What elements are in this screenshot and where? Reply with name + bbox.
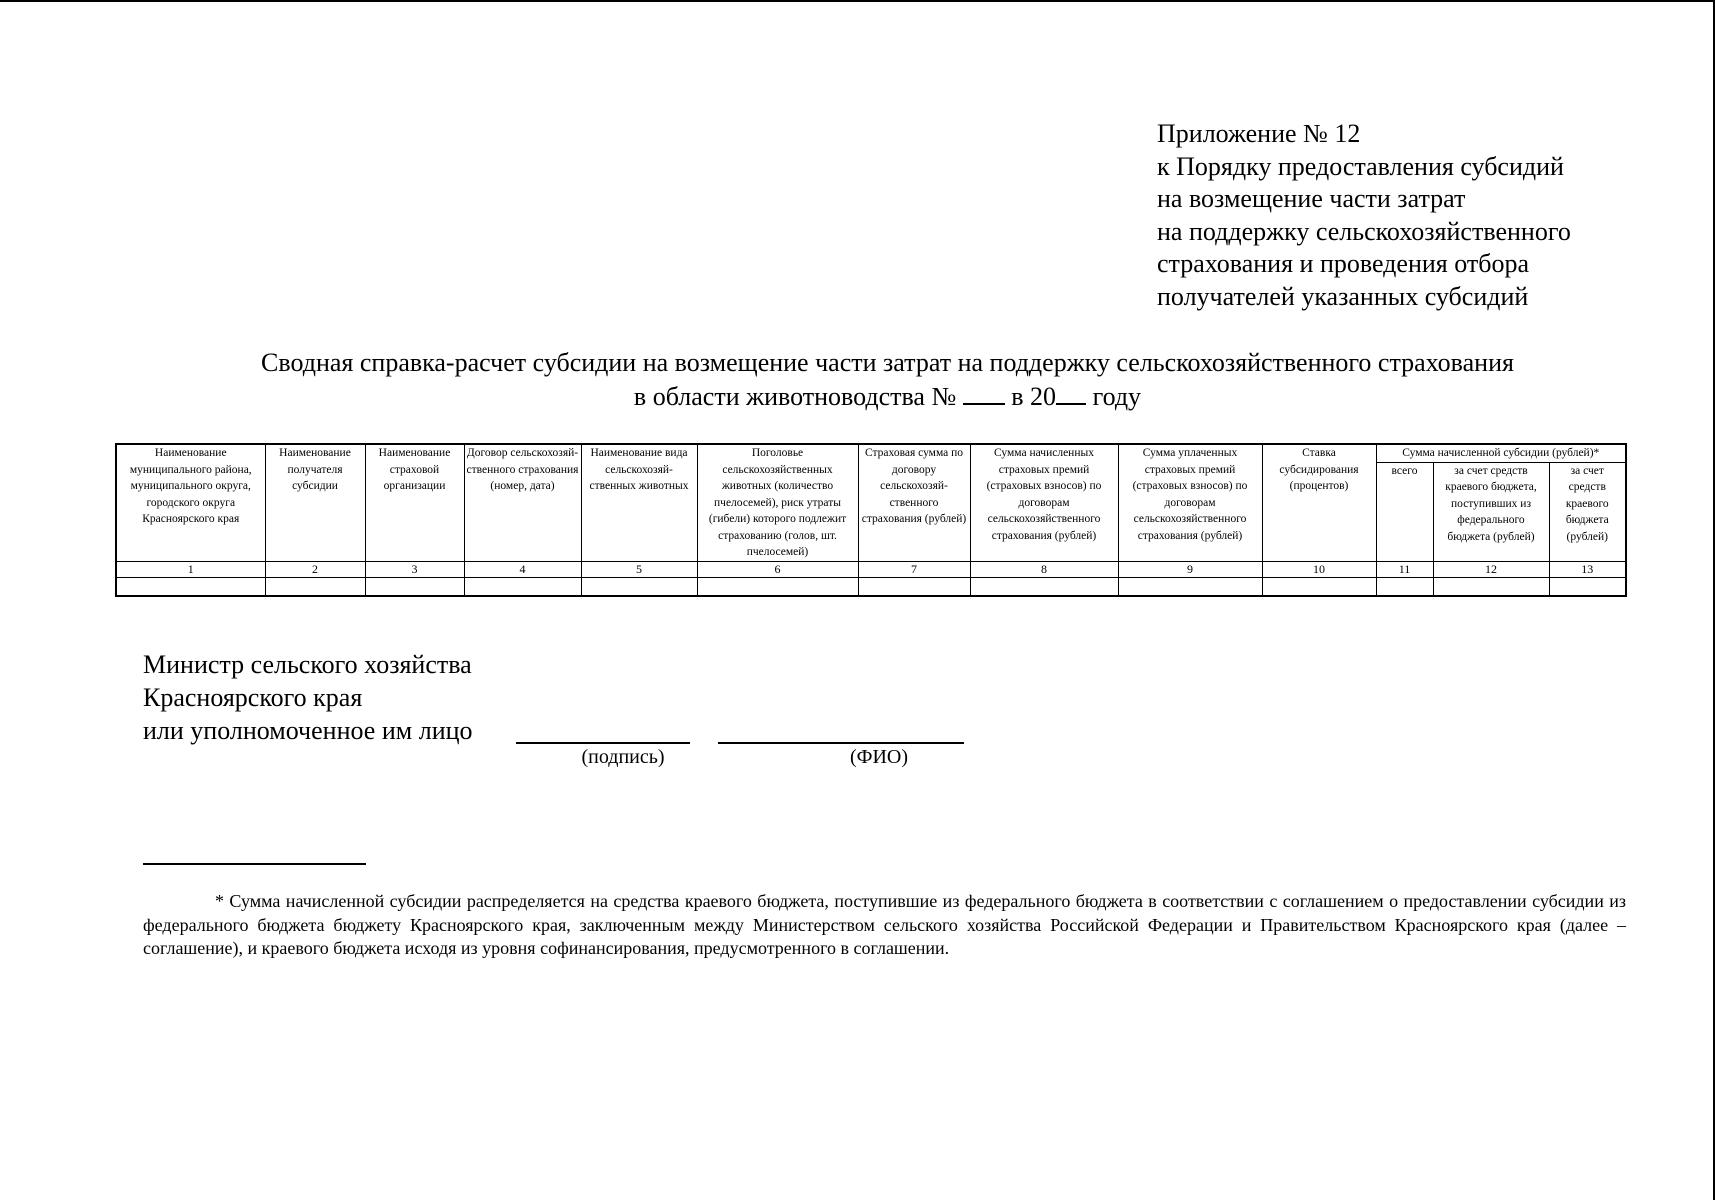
table-cell: [1376, 577, 1433, 596]
table-cell: [1549, 577, 1626, 596]
signature-caption: (подпись): [581, 746, 665, 768]
column-number: 5: [581, 561, 697, 577]
column-number: 10: [1262, 561, 1376, 577]
footnote: * Сумма начисленной субсидии распределяется на средства краевого бюджета, поступившие из федерального бюджета в соответствии с соглашением о предоставлении субсидии из федерального бюджета бюджету Красноярского края, заключенным между Министерством сельского хозяйства Российской Федерации и Правительством Красноярского края (далее – соглашение), и краевого бюджета исходя из уровня софинансирования, предусмотренного в соглашении.: [143, 891, 1626, 958]
column-number: 11: [1376, 561, 1433, 577]
appendix-line: на возмещение части затрат: [1157, 184, 1466, 213]
header-animal-type: Наименование вида сельскохозяй-ственных животных: [581, 444, 697, 561]
column-number: 1: [116, 561, 265, 577]
column-number: 6: [697, 561, 858, 577]
title-year-prefix: в 20: [1011, 382, 1057, 411]
table-cell: [1118, 577, 1262, 596]
table-cell: [365, 577, 464, 596]
appendix-line: страхования и проведения отбора: [1157, 249, 1530, 278]
year-blank: [1056, 379, 1086, 405]
table-cell: [581, 577, 697, 596]
appendix-line: на поддержку сельскохозяйственного: [1157, 216, 1571, 246]
appendix-line: Приложение № 12: [1157, 119, 1361, 148]
signature-block: [143, 648, 473, 747]
header-municipality: Наименование муниципального района, муниципального округа, городского округа Красноярского края: [116, 444, 265, 561]
signature-title-line: или уполномоченное им лицо: [143, 716, 473, 745]
title-suffix: году: [1092, 382, 1142, 411]
table-row: [116, 577, 1626, 596]
header-accrued-subsidy-group: Сумма начисленной субсидии (рублей)*: [1376, 444, 1626, 462]
number-blank: [963, 379, 1005, 405]
document-title-line1: Сводная справка-расчет субсидии на возмещение части затрат на поддержку сельскохозяйственного страхования: [261, 348, 1514, 377]
signature-title-line: Министр сельского хозяйства: [143, 650, 472, 679]
table-cell: [265, 577, 365, 596]
table-cell: [970, 577, 1118, 596]
name-line: [718, 742, 964, 744]
header-recipient: Наименование получателя субсидии: [265, 444, 365, 561]
summary-table: [115, 443, 1627, 597]
header-paid-premiums: Сумма уплаченных страховых премий (страховых взносов) по договорам сельскохозяйственного страхования (рублей): [1118, 444, 1262, 561]
table-cell: [116, 577, 265, 596]
appendix-header: [1157, 118, 1571, 313]
signature-title-line: Красноярского края: [143, 683, 363, 712]
document-title-line2: [0, 379, 1715, 413]
column-number: 7: [858, 561, 970, 577]
column-number: 13: [1549, 561, 1626, 577]
header-total: всего: [1376, 462, 1433, 561]
table-cell: [697, 577, 858, 596]
name-caption: (ФИО): [849, 746, 908, 768]
column-numbers-row: [116, 561, 1626, 577]
column-number: 4: [464, 561, 581, 577]
column-number: 3: [365, 561, 464, 577]
header-livestock: Поголовье сельскохозяйственных животных (количество пчелосемей), риск утраты (гибели) которого подлежит страхованию (голов, шт. пчелосемей): [697, 444, 858, 561]
column-number: 12: [1433, 561, 1549, 577]
table-cell: [1262, 577, 1376, 596]
table-cell: [858, 577, 970, 596]
column-number: 2: [265, 561, 365, 577]
header-insured-sum: Страховая сумма по договору сельскохозяй-ственного страхования (рублей): [858, 444, 970, 561]
appendix-line: получателей указанных субсидий: [1157, 281, 1529, 311]
table-cell: [1433, 577, 1549, 596]
appendix-line: к Порядку предоставления субсидий: [1157, 151, 1564, 181]
header-federal-funds: за счет средств краевого бюджета, поступивших из федерального бюджета (рублей): [1433, 462, 1549, 561]
header-contract: Договор сельскохозяй-ственного страхования (номер, дата): [464, 444, 581, 561]
header-insurer: Наименование страховой организации: [365, 444, 464, 561]
table-cell: [464, 577, 581, 596]
header-accrued-premiums: Сумма начисленных страховых премий (страховых взносов) по договорам сельскохозяйственного страхования (рублей): [970, 444, 1118, 561]
column-number: 8: [970, 561, 1118, 577]
document-title: [0, 346, 1715, 413]
header-subsidy-rate: Ставка субсидирования (процентов): [1262, 444, 1376, 561]
header-regional-funds: за счет средств краевого бюджета (рублей): [1549, 462, 1626, 561]
footnote-separator: [143, 863, 366, 865]
column-number: 9: [1118, 561, 1262, 577]
signature-line: [516, 742, 690, 744]
title-prefix: в области животноводства №: [633, 382, 957, 411]
